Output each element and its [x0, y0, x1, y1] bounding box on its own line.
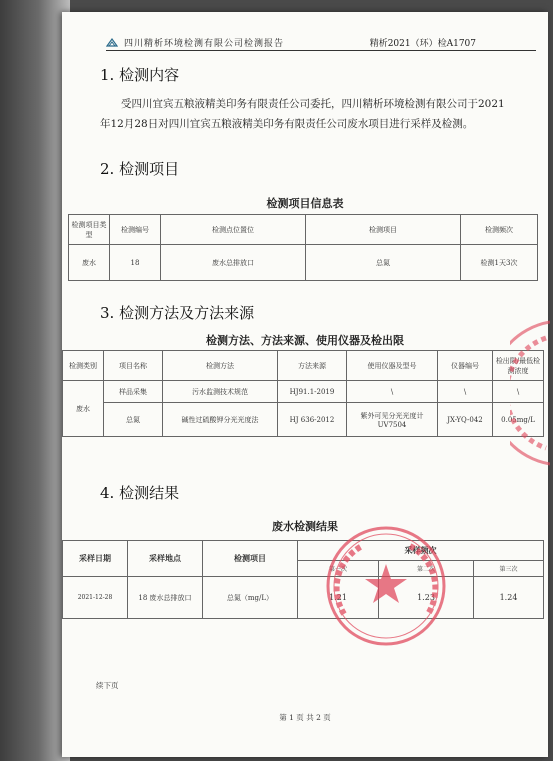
method-header: 方法来源	[278, 351, 347, 381]
table-row	[69, 245, 538, 281]
method-cell: 0.05mg/L	[493, 403, 544, 437]
table-row	[63, 381, 544, 403]
result-date: 2021-12-28	[63, 577, 128, 619]
method-cell: 碱性过硫酸钾分光光度法	[163, 403, 278, 437]
info-cell: 18	[110, 245, 161, 281]
info-cell: 检测1天3次	[461, 245, 538, 281]
section-4-title: 4. 检测结果	[100, 484, 180, 502]
result-value: 1.23	[379, 577, 474, 619]
result-header: 采样频次	[298, 541, 544, 561]
result-header: 采样日期	[63, 541, 128, 577]
method-cell: 样品采集	[104, 381, 163, 403]
table-row	[63, 403, 544, 437]
method-header: 检出限/最低检测浓度	[493, 351, 544, 381]
method-cell: 总氮	[104, 403, 163, 437]
table-3-title: 废水检测结果	[272, 520, 338, 533]
info-header: 检测点位置位	[161, 215, 306, 245]
method-cell: 紫外可见分光光度计UV7504	[347, 403, 438, 437]
section-1-paragraph: 受四川宜宾五粮液精美印务有限责任公司委托，四川精析环境检测有限公司于2021年12月28日对四川宜宾五粮液精美印务有限责任公司废水项目进行采样及检测。	[100, 98, 505, 130]
header-org: 四川精析环境检测有限公司检测报告	[124, 38, 285, 49]
info-cell: 总氮	[306, 245, 461, 281]
table-1-title: 检测项目信息表	[266, 197, 344, 210]
report-header	[106, 34, 536, 51]
method-category: 废水	[63, 381, 104, 437]
info-cell: 废水	[69, 245, 110, 281]
method-header: 项目名称	[104, 351, 163, 381]
header-report-no: 精析2021（环）检A1707	[369, 38, 476, 49]
freq-header: 第二次	[379, 561, 474, 577]
method-cell: \	[347, 381, 438, 403]
method-cell: \	[493, 381, 544, 403]
method-header: 检测类别	[63, 351, 104, 381]
continued-note: 续下页	[96, 681, 119, 690]
result-header: 采样地点	[128, 541, 203, 577]
method-cell: HJ91.1-2019	[278, 381, 347, 403]
method-cell: JX-YQ-042	[438, 403, 493, 437]
method-header: 使用仪器及型号	[347, 351, 438, 381]
scan-shadow	[0, 0, 70, 761]
company-seal-stamp	[324, 524, 448, 648]
result-site: 18 废水总排放口	[128, 577, 203, 619]
method-cell: \	[438, 381, 493, 403]
section-3-title: 3. 检测方法及方法来源	[100, 304, 255, 322]
info-cell: 废水总排放口	[161, 245, 306, 281]
result-header: 检测项目	[203, 541, 298, 577]
method-header: 仪器编号	[438, 351, 493, 381]
section-1-title: 1. 检测内容	[100, 66, 180, 84]
method-cell: 污水监测技术规范	[163, 381, 278, 403]
page-number: 第 1 页 共 2 页	[279, 713, 331, 722]
info-header: 检测项目类型	[69, 215, 110, 245]
section-2-title: 2. 检测项目	[100, 160, 180, 178]
company-logo-icon	[106, 37, 118, 47]
info-header: 检测频次	[461, 215, 538, 245]
info-header: 检测编号	[110, 215, 161, 245]
method-cell: HJ 636-2012	[278, 403, 347, 437]
info-table	[68, 214, 538, 281]
report-page	[62, 12, 548, 757]
table-row	[63, 577, 544, 619]
method-table	[62, 350, 544, 437]
seam-seal-stamp	[510, 318, 550, 468]
info-header: 检测项目	[306, 215, 461, 245]
result-value: 1.21	[298, 577, 379, 619]
table-2-title: 检测方法、方法来源、使用仪器及检出限	[206, 334, 404, 347]
result-value: 1.24	[474, 577, 544, 619]
result-item: 总氮（mg/L）	[203, 577, 298, 619]
freq-header: 第一次	[298, 561, 379, 577]
method-header: 检测方法	[163, 351, 278, 381]
result-table	[62, 540, 544, 619]
freq-header: 第三次	[474, 561, 544, 577]
